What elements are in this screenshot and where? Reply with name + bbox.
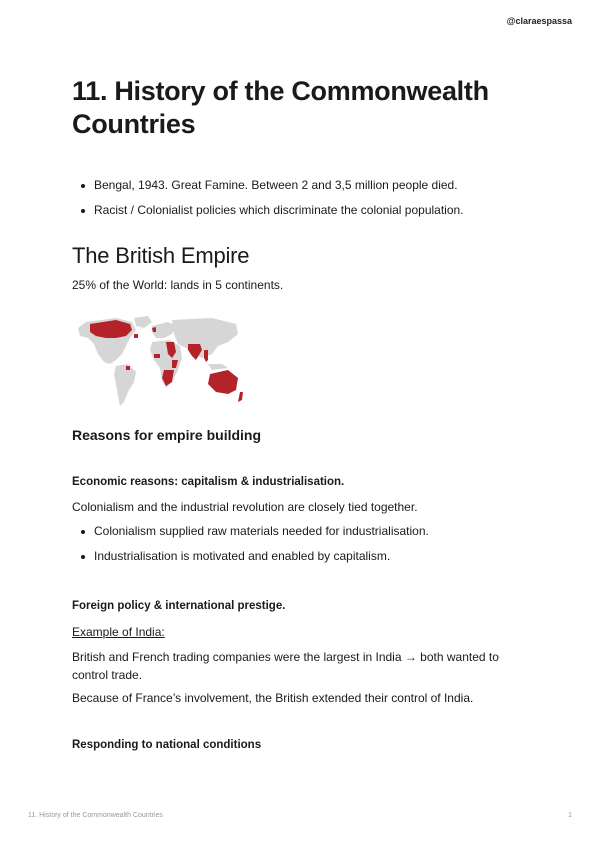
list-item: Colonialism supplied raw materials needed for industrialisation. <box>72 524 542 539</box>
foreign-paragraph-1: British and French trading companies were the largest in India → both wanted to control trade. <box>72 650 499 682</box>
subheading-economic: Economic reasons: capitalism & industrialisation. <box>72 476 345 488</box>
foreign-paragraph-2: Because of France’s involvement, the British extended their control of India. <box>72 691 474 705</box>
intro-bullet-list <box>72 178 542 228</box>
map-empire-newfoundland <box>134 334 138 338</box>
map-land-south-america <box>114 364 136 406</box>
section-heading-reasons: Reasons for empire building <box>72 427 262 443</box>
map-empire-australia <box>208 370 238 394</box>
map-land-indonesia <box>208 364 228 370</box>
empire-subtitle: 25% of the World: lands in 5 continents. <box>72 278 284 292</box>
list-item: Bengal, 1943. Great Famine. Between 2 and 3,5 million people died. <box>72 178 542 193</box>
page-number: 1 <box>568 812 572 819</box>
subheading-foreign-policy: Foreign policy & international prestige. <box>72 600 286 612</box>
example-label: Example of India: <box>72 625 165 639</box>
subheading-national-conditions: Responding to national conditions <box>72 739 262 751</box>
map-empire-guiana <box>126 366 130 370</box>
list-item: Industrialisation is motivated and enabled by capitalism. <box>72 549 542 564</box>
author-handle: @claraespassa <box>506 16 572 26</box>
map-empire-west-africa <box>154 354 160 358</box>
footer-title: 11. History of the Commonwealth Countries <box>28 812 163 819</box>
british-empire-world-map <box>72 316 244 408</box>
map-empire-burma-malaya <box>204 350 208 362</box>
map-empire-india <box>188 344 202 360</box>
page-title: 11. History of the Commonwealth Countries <box>72 76 489 139</box>
map-empire-new-zealand <box>238 392 243 402</box>
list-item: Racist / Colonialist policies which discriminate the colonial population. <box>72 203 542 218</box>
economic-intro: Colonialism and the industrial revolution are closely tied together. <box>72 500 418 514</box>
section-heading-british-empire: The British Empire <box>72 243 250 268</box>
economic-bullet-list <box>72 524 542 574</box>
map-land-greenland <box>134 316 152 328</box>
